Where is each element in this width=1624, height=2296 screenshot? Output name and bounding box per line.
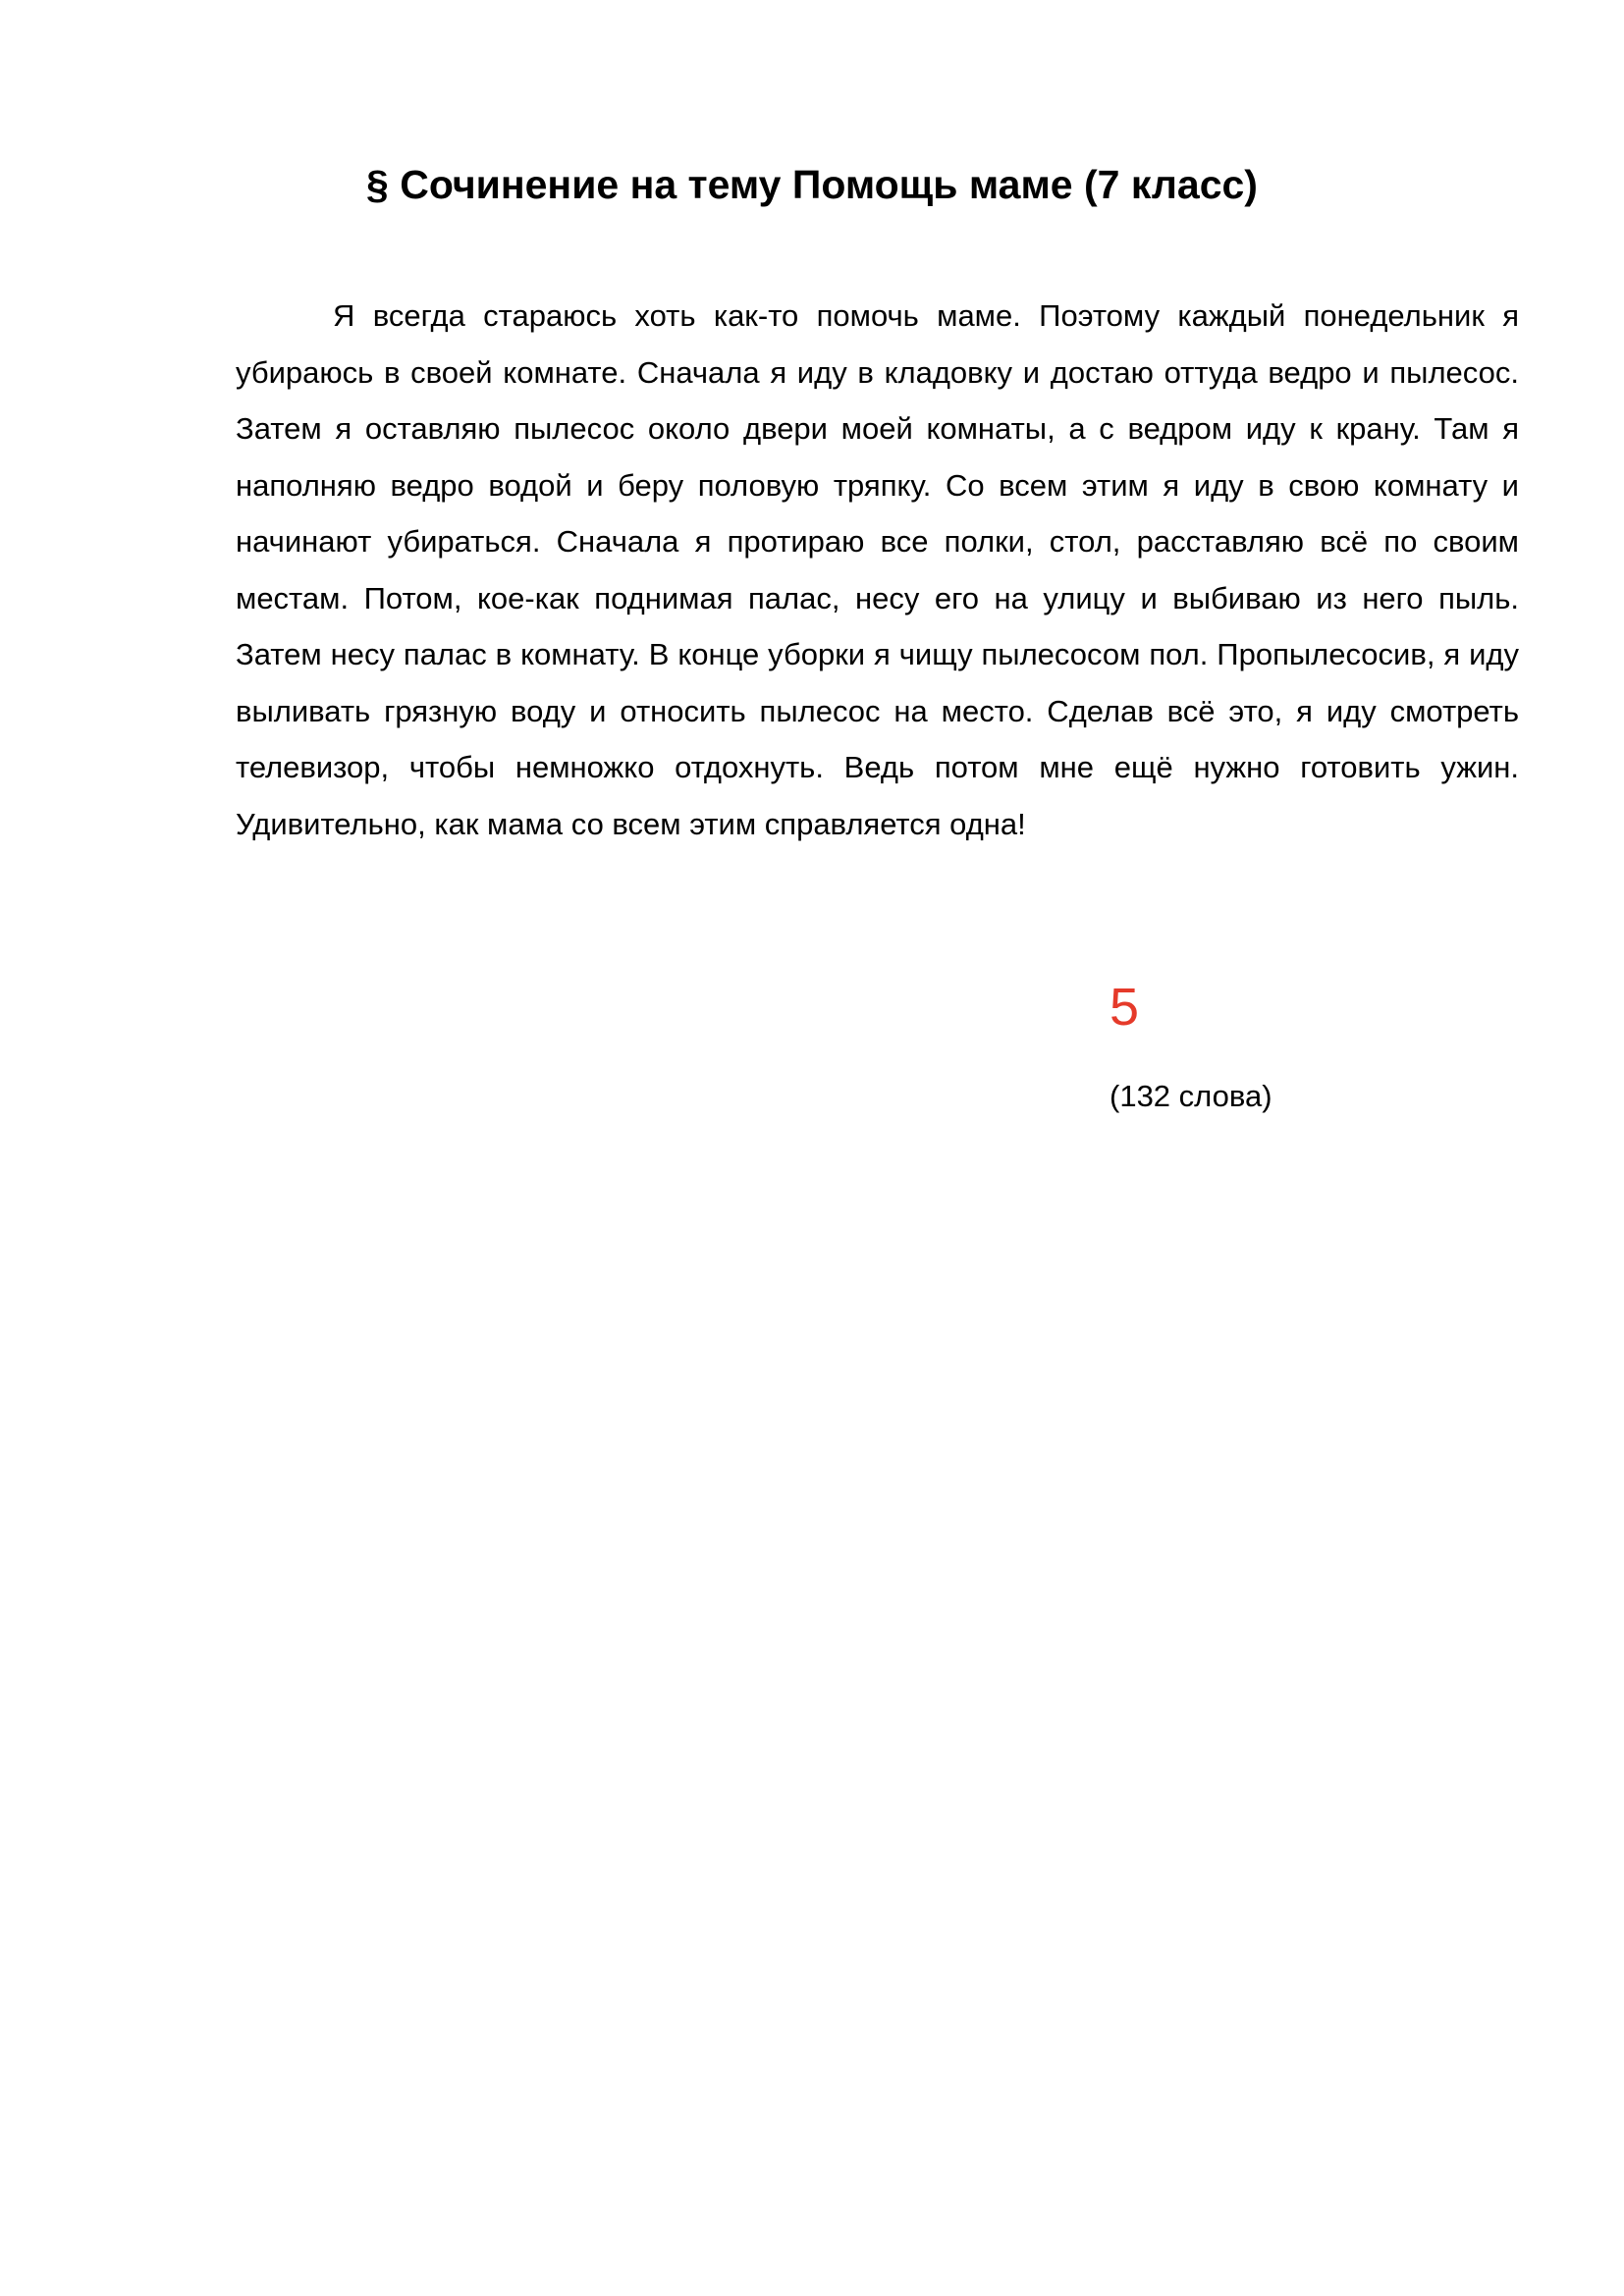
- word-count: (132 слова): [1110, 1079, 1272, 1113]
- essay-title: § Сочинение на тему Помощь маме (7 класс): [366, 162, 1258, 207]
- essay-paragraph: Я всегда стараюсь хоть как-то помочь маме. Поэтому каждый понедельник я убираюсь в своей комнате. Сначала я иду в кладовку и достаю оттуда ведро и пылесос. Затем я оставляю пылесос около двери моей комнаты, а с ведром иду к крану. Там я наполняю ведро водой и беру половую тряпку. Со всем этим я иду в свою комнату и начинают убираться. Сначала я протираю все полки, стол, расставляю всё по своим местам. Потом, кое-как поднимая палас, несу его на улицу и выбиваю из него пыль. Затем несу палас в комнату. В конце уборки я чищу пылесосом пол. Пропылесосив, я иду выливать грязную воду и относить пылесос на место. Сделав всё это, я иду смотреть телевизор, чтобы немножко отдохнуть. Ведь потом мне ещё нужно готовить ужин. Удивительно, как мама со всем этим справляется одна!: [236, 298, 1519, 841]
- grade-mark: 5: [1110, 978, 1140, 1037]
